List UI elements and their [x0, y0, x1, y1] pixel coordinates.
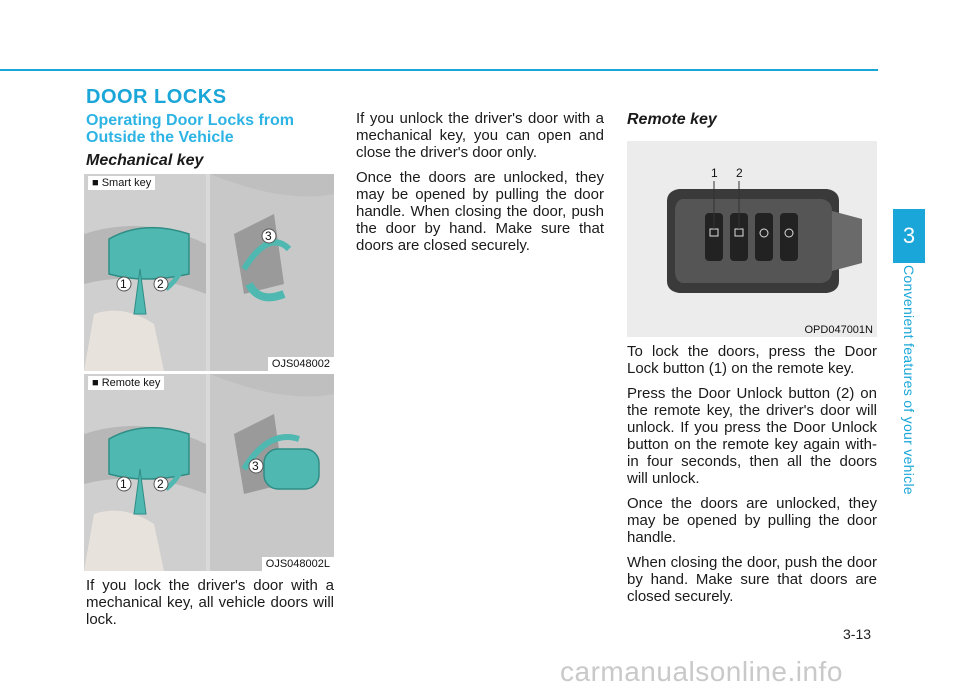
smart-key-figure-code: OJS048002 [268, 357, 334, 371]
smart-key-figure [84, 174, 334, 371]
paragraph: If you lock the driver's door with a mechanical key, all vehicle doors will lock. [86, 577, 334, 628]
watermark: carmanualsonline.info [560, 656, 843, 687]
paragraph: When closing the door, push the door by hand. Make sure that doors are closed securely. [627, 554, 877, 605]
remote-key-heading: Remote key [627, 111, 717, 128]
fob-callout-2: 2 [736, 166, 743, 180]
remote-key-figure [84, 374, 334, 571]
fob-callout-1: 1 [711, 166, 718, 180]
mechanical-key-heading: Mechanical key [86, 152, 204, 169]
remote-key-label-text: Remote key [101, 377, 161, 389]
key-fob-figure [627, 141, 877, 337]
remote-key-figure-code: OJS048002L [262, 557, 334, 571]
paragraph: Press the Door Unlock button (2) on the remote key, the driver's door will unlock. If you press the Door Unlock button on the remote key again with-in four seconds, then all the doors will unlock. [627, 385, 877, 487]
paragraph: To lock the doors, press the Door Lock button (1) on the remote key. [627, 343, 877, 377]
callout-1: 1 [120, 477, 127, 491]
section-title: DOOR LOCKS [86, 86, 227, 108]
chapter-title [893, 265, 925, 495]
paragraph: Once the doors are unlocked, they may be opened by pulling the door handle. When closing the door, push the door by hand. Make sure that doors are closed securely. [356, 169, 604, 254]
callout-1: 1 [120, 277, 127, 291]
header-rule [0, 69, 878, 71]
callout-2: 2 [157, 277, 164, 291]
column-2-text [356, 110, 604, 262]
column-3-text [627, 343, 877, 613]
callout-2: 2 [157, 477, 164, 491]
chapter-title-text: Convenient features of your vehicle [901, 265, 917, 495]
callout-3: 3 [265, 229, 272, 243]
subheading: Operating Door Locks from Outside the Vehicle [86, 112, 295, 146]
remote-key-label: ■ Remote key [88, 376, 164, 390]
page-number: 3-13 [843, 626, 872, 642]
smart-key-label: ■ Smart key [88, 176, 155, 190]
paragraph: Once the doors are unlocked, they may be opened by pulling the door handle. [627, 495, 877, 546]
remote-key-illustration [84, 374, 334, 571]
key-fob-figure-code: OPD047001N [801, 323, 878, 337]
column-1-text [86, 577, 334, 636]
smart-key-illustration [84, 174, 334, 371]
key-fob-illustration [627, 141, 877, 337]
chapter-tab: 3 [893, 209, 925, 263]
paragraph: If you unlock the driver's door with a mechanical key, you can open and close the driver's door only. [356, 110, 604, 161]
smart-key-label-text: Smart key [101, 177, 152, 189]
callout-3: 3 [252, 459, 259, 473]
